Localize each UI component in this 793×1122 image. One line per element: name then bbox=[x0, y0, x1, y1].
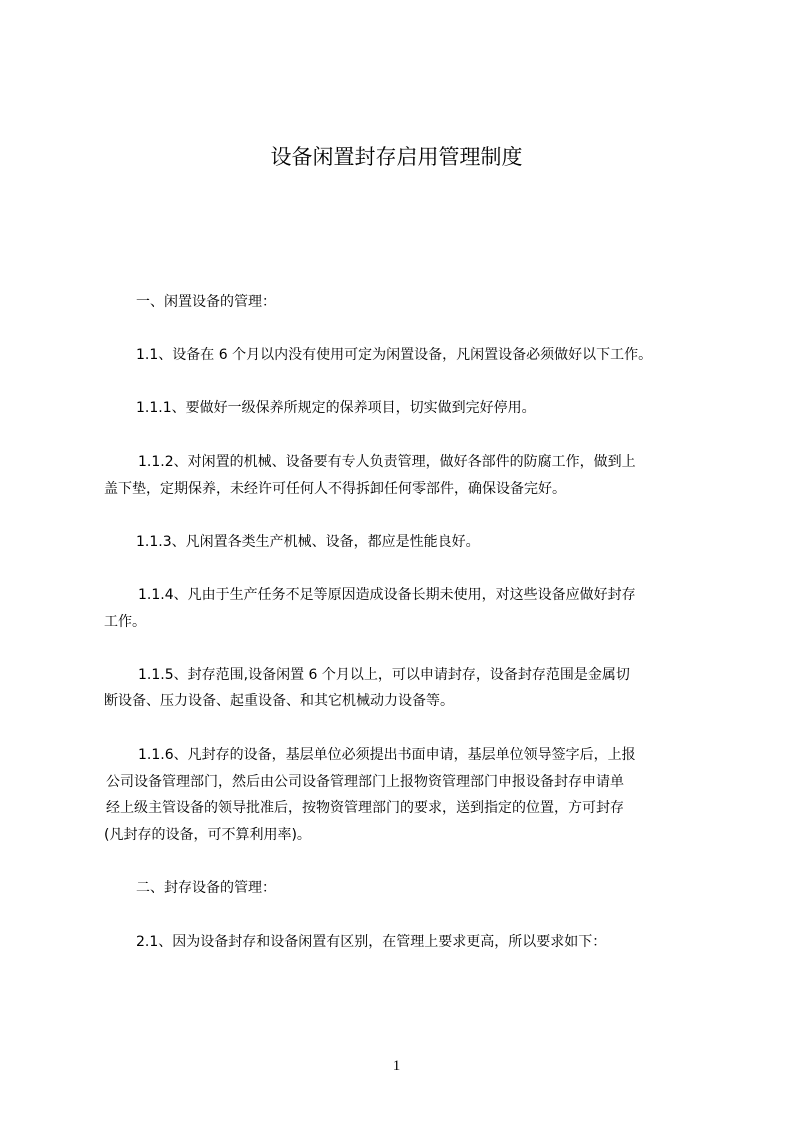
paragraph-1-1-6-line3: 经上级主管设备的领导批准后，按物资管理部门的要求，送到指定的位置，方可封存 bbox=[106, 800, 624, 816]
paragraph-1-1-4-line2: 工作。 bbox=[104, 614, 146, 630]
paragraph-1-1-1: 1.1.1、要做好一级保养所规定的保养项目，切实做到完好停用。 bbox=[136, 400, 536, 416]
section2-heading: 二、封存设备的管理： bbox=[136, 880, 276, 896]
section1-heading: 一、闲置设备的管理： bbox=[136, 294, 276, 310]
paragraph-1-1-2-line1: 1.1.2、对闲置的机械、设备要有专人负责管理，做好各部件的防腐工作，做到上 bbox=[138, 454, 636, 470]
page-number: 1 bbox=[392, 1058, 401, 1074]
document-title: 设备闲置封存启用管理制度 bbox=[270, 145, 523, 169]
paragraph-1-1-5-line1: 1.1.5、封存范围,设备闲置 6 个月以上，可以申请封存，设备封存范围是金属切 bbox=[138, 667, 630, 683]
paragraph-1-1-6-line1: 1.1.6、凡封存的设备，基层单位必须提出书面申请，基层单位领导签字后，上报 bbox=[138, 747, 636, 763]
paragraph-1-1-3: 1.1.3、凡闲置各类生产机械、设备，都应是性能良好。 bbox=[136, 534, 480, 550]
paragraph-1-1-5-line2: 断设备、压力设备、起重设备、和其它机械动力设备等。 bbox=[104, 693, 454, 709]
paragraph-1-1-2-line2: 盖下垫，定期保养，未经许可任何人不得拆卸任何零部件，确保设备完好。 bbox=[104, 481, 566, 497]
paragraph-1-1-6-line2: 公司设备管理部门，然后由公司设备管理部门上报物资管理部门申报设备封存申请单 bbox=[106, 774, 624, 790]
paragraph-2-1: 2.1、因为设备封存和设备闲置有区别，在管理上要求更高，所以要求如下： bbox=[136, 934, 607, 950]
paragraph-1-1-4-line1: 1.1.4、凡由于生产任务不足等原因造成设备长期未使用，对这些设备应做好封存 bbox=[138, 587, 636, 603]
paragraph-1-1-6-line4: (凡封存的设备，可不算利用率)。 bbox=[104, 827, 311, 843]
paragraph-1-1: 1.1、设备在 6 个月以内没有使用可定为闲置设备，凡闲置设备必须做好以下工作。 bbox=[136, 347, 653, 363]
